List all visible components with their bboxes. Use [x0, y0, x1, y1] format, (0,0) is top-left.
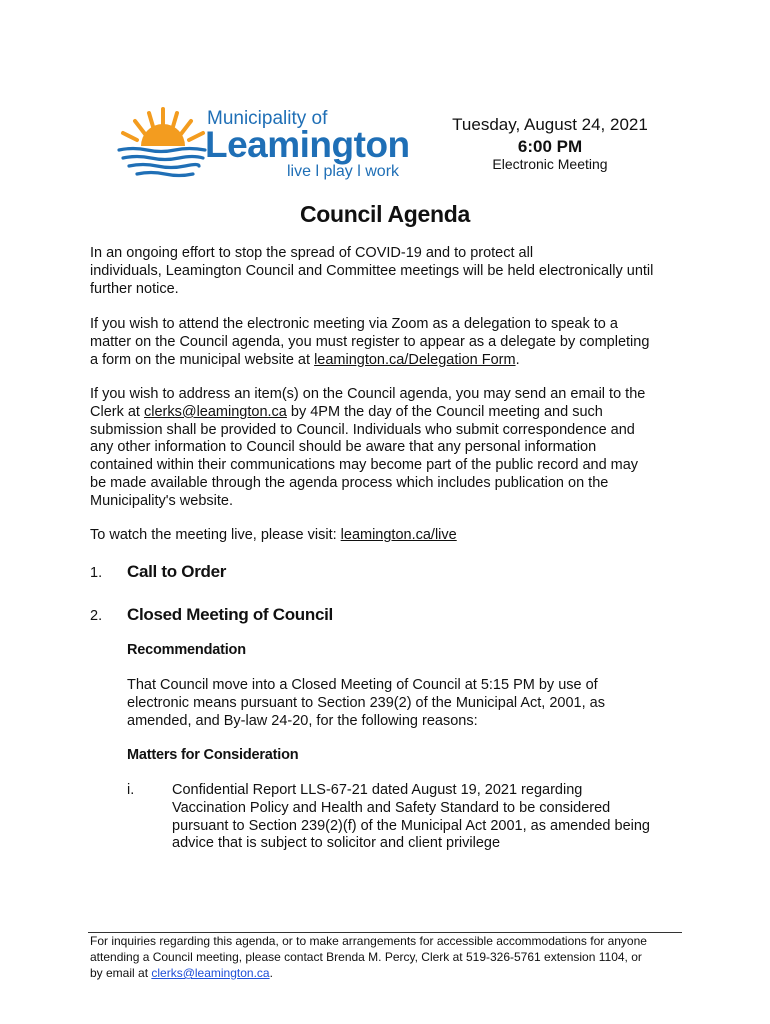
clerk-email-link[interactable]: clerks@leamington.ca — [144, 403, 287, 420]
text-fragment: by 4PM the day of the Council meeting and such — [286, 403, 603, 420]
intro-paragraph-1 — [90, 245, 690, 298]
text-line: pursuant to Section 239(2)(f) of the Municipal Act 2001, as amended being — [172, 817, 650, 834]
text-line: In an ongoing effort to stop the spread of COVID-19 and to protect all — [90, 245, 534, 261]
text-fragment: a form on the municipal website at — [90, 351, 315, 368]
text-line — [90, 352, 690, 370]
text-fragment: To watch the meeting live, please visit: — [90, 527, 341, 543]
text-line: contained within their communications may become part of the public record and may — [90, 457, 639, 474]
matter-text — [172, 782, 692, 853]
footer-line: attending a Council meeting, please contact Brenda M. Percy, Clerk at 519-326-5761 extension 1104, or — [90, 950, 642, 964]
delegation-form-link[interactable]: leamington.ca/Delegation Form — [314, 351, 516, 368]
meeting-date: Tuesday, August 24, 2021 — [452, 115, 648, 134]
footer — [90, 933, 690, 981]
matter-number: i. — [127, 782, 135, 798]
recommendation-heading: Recommendation — [127, 642, 246, 658]
text-line: Confidential Report LLS-67-21 dated August 19, 2021 regarding — [172, 782, 583, 798]
text-line: electronic means pursuant to Section 239(2) of the Municipal Act, 2001, as — [127, 694, 605, 711]
agenda-item-title: Closed Meeting of Council — [127, 605, 333, 624]
intro-paragraph-4 — [90, 527, 690, 545]
text-fragment: Clerk at — [90, 403, 144, 420]
footer-line — [90, 965, 690, 981]
recommendation-text — [127, 677, 687, 730]
footer-email-link[interactable]: clerks@leamington.ca — [151, 966, 270, 980]
logo-name: Leamington — [205, 124, 410, 165]
text-line: further notice. — [90, 280, 179, 297]
text-line: amended, and By-law 24-20, for the following reasons: — [127, 712, 478, 729]
agenda-item-number: 1. — [90, 565, 103, 581]
text-line: Vaccination Policy and Health and Safety Standard to be considered — [172, 799, 611, 816]
intro-paragraph-2 — [90, 316, 690, 369]
text-line: If you wish to address an item(s) on the Council agenda, you may send an email to the — [90, 386, 646, 402]
footer-line: For inquiries regarding this agenda, or to make arrangements for accessible accommodations for anyone — [90, 934, 647, 948]
waves-icon — [119, 149, 205, 176]
text-line: individuals, Leamington Council and Committee meetings will be held electronically until — [90, 262, 654, 279]
matters-heading: Matters for Consideration — [127, 747, 299, 763]
agenda-item-title: Call to Order — [127, 562, 227, 581]
text-line: any other information to Council should be aware that any personal information — [90, 439, 597, 456]
text-fragment: by email at — [90, 966, 152, 980]
text-line: If you wish to attend the electronic meeting via Zoom as a delegation to speak to a — [90, 316, 618, 332]
text-fragment: . — [269, 966, 273, 980]
text-line — [90, 404, 690, 422]
agenda-item-number: 2. — [90, 608, 103, 624]
text-line: be made available through the agenda process which includes publication on the — [90, 474, 609, 491]
logo-tagline: live l play l work — [287, 163, 400, 180]
text-line: matter on the Council agenda, you must register to appear as a delegate by completing — [90, 333, 650, 350]
meeting-time: 6:00 PM — [517, 137, 583, 156]
intro-paragraph-3 — [90, 386, 690, 511]
text-fragment: . — [515, 351, 520, 368]
text-line: submission shall be provided to Council. Individuals who submit correspondence and — [90, 421, 635, 438]
text-line: Municipality's website. — [90, 492, 233, 509]
page-title: Council Agenda — [299, 201, 470, 227]
watch-live-link[interactable]: leamington.ca/live — [340, 527, 457, 543]
text-line: advice that is subject to solicitor and client privilege — [172, 835, 501, 852]
logo-municipality-of: Municipality of — [207, 108, 328, 129]
text-line: That Council move into a Closed Meeting of Council at 5:15 PM by use of — [127, 677, 598, 693]
text-line — [90, 527, 690, 545]
meeting-type: Electronic Meeting — [492, 156, 608, 172]
